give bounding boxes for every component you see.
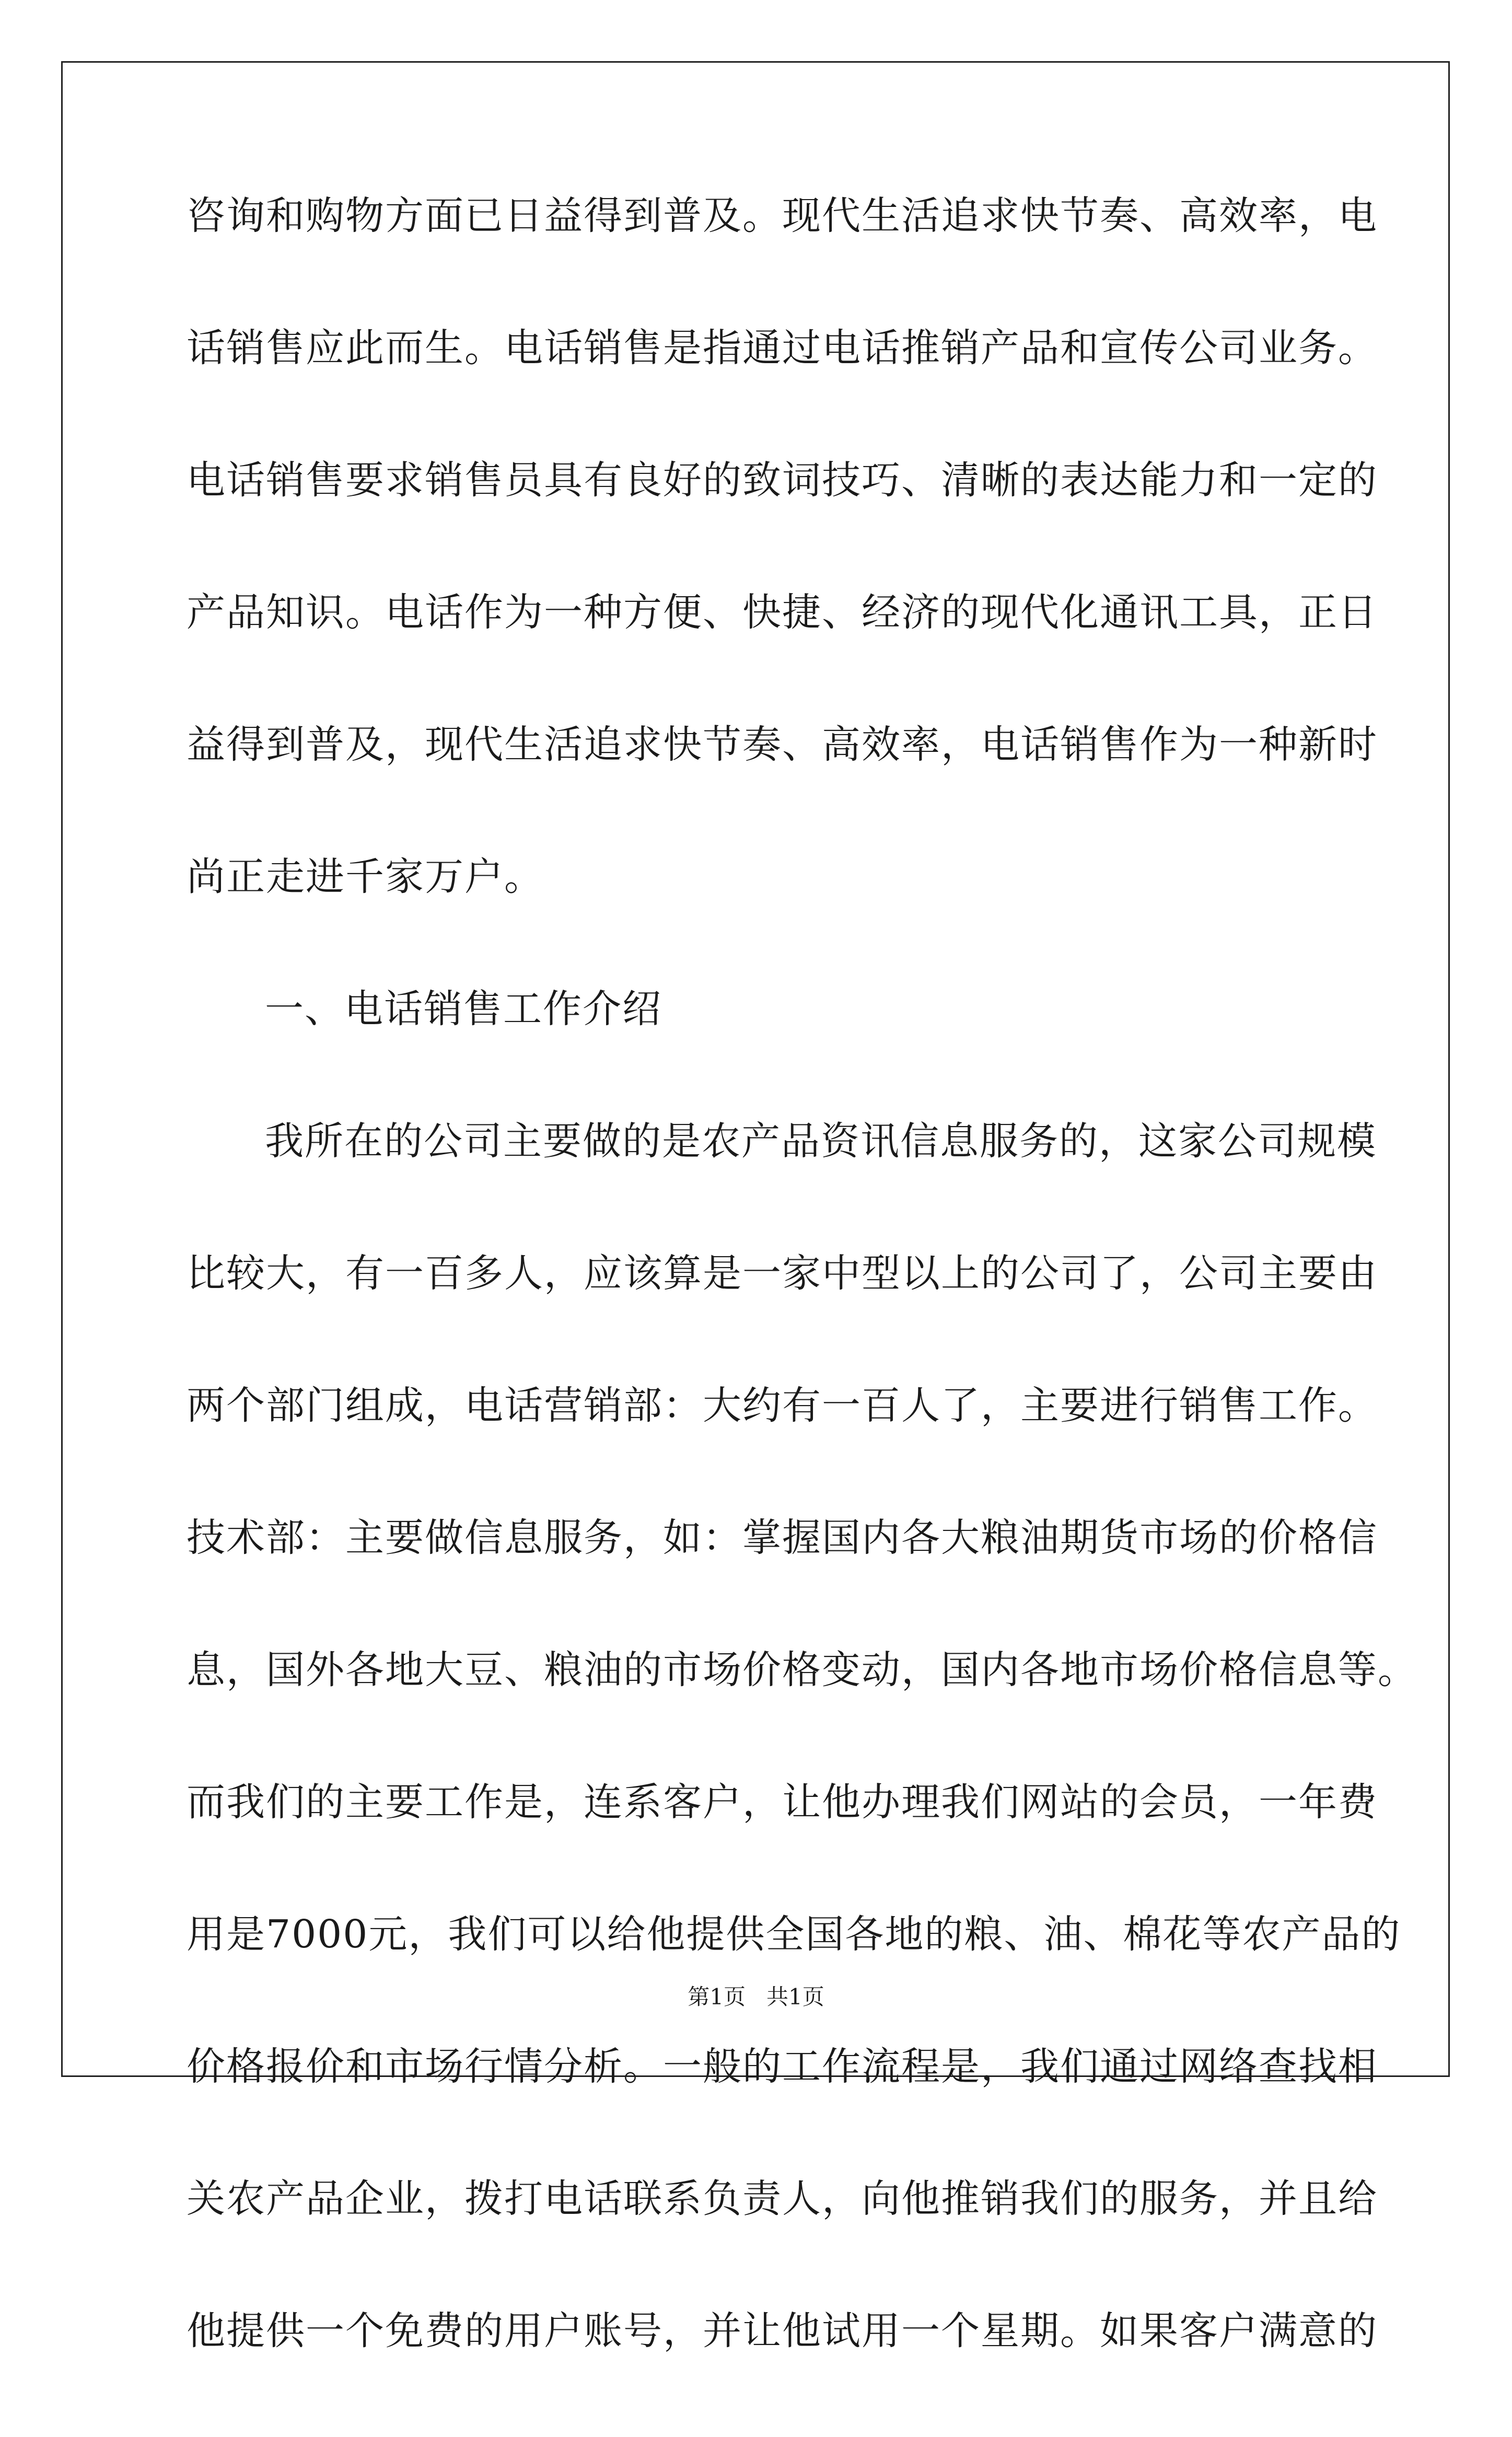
body-line: 两个部门组成，电话营销部：大约有一百人了，主要进行销售工作。: [187, 1383, 1378, 1428]
body-line: 用是7000元，我们可以给他提供全国各地的粮、油、棉花等农产品的: [187, 1912, 1401, 1957]
page-footer: [0, 1984, 1512, 2010]
body-line: 技术部：主要做信息服务，如：掌握国内各大粮油期货市场的价格信: [187, 1515, 1378, 1560]
body-line: 他提供一个免费的用户账号，并让他试用一个星期。如果客户满意的: [187, 2308, 1378, 2353]
body-line: 尚正走进千家万户。: [187, 854, 544, 899]
body-line: 息，国外各地大豆、粮油的市场价格变动，国内各地市场价格信息等。: [187, 1647, 1417, 1692]
section-heading: 一、电话销售工作介绍: [265, 987, 662, 1031]
body-line: 电话销售要求销售员具有良好的致词技巧、清晰的表达能力和一定的: [187, 458, 1378, 503]
body-line: 价格报价和市场行情分析。一般的工作流程是，我们通过网络查找相: [187, 2044, 1378, 2089]
page-number-total: 共1页: [766, 1984, 824, 2010]
body-line: 产品知识。电话作为一种方便、快捷、经济的现代化通讯工具，正日: [187, 590, 1378, 635]
body-line: 话销售应此而生。电话销售是指通过电话推销产品和宣传公司业务。: [187, 326, 1378, 370]
body-line: 比较大，有一百多人，应该算是一家中型以上的公司了，公司主要由: [187, 1251, 1378, 1296]
page-number-current: 第1页: [688, 1984, 746, 2010]
paragraph-start-line: 我所在的公司主要做的是农产品资讯信息服务的，这家公司规模: [265, 1119, 1377, 1164]
body-line: 益得到普及，现代生活追求快节奏、高效率，电话销售作为一种新时: [187, 722, 1378, 767]
body-line: 咨询和购物方面已日益得到普及。现代生活追求快节奏、高效率，电: [187, 193, 1378, 238]
document-body: [187, 190, 1417, 2437]
body-line: 关农产品企业，拨打电话联系负责人，向他推销我们的服务，并且给: [187, 2176, 1378, 2221]
body-line: 而我们的主要工作是，连系客户，让他办理我们网站的会员，一年费: [187, 1780, 1378, 1825]
